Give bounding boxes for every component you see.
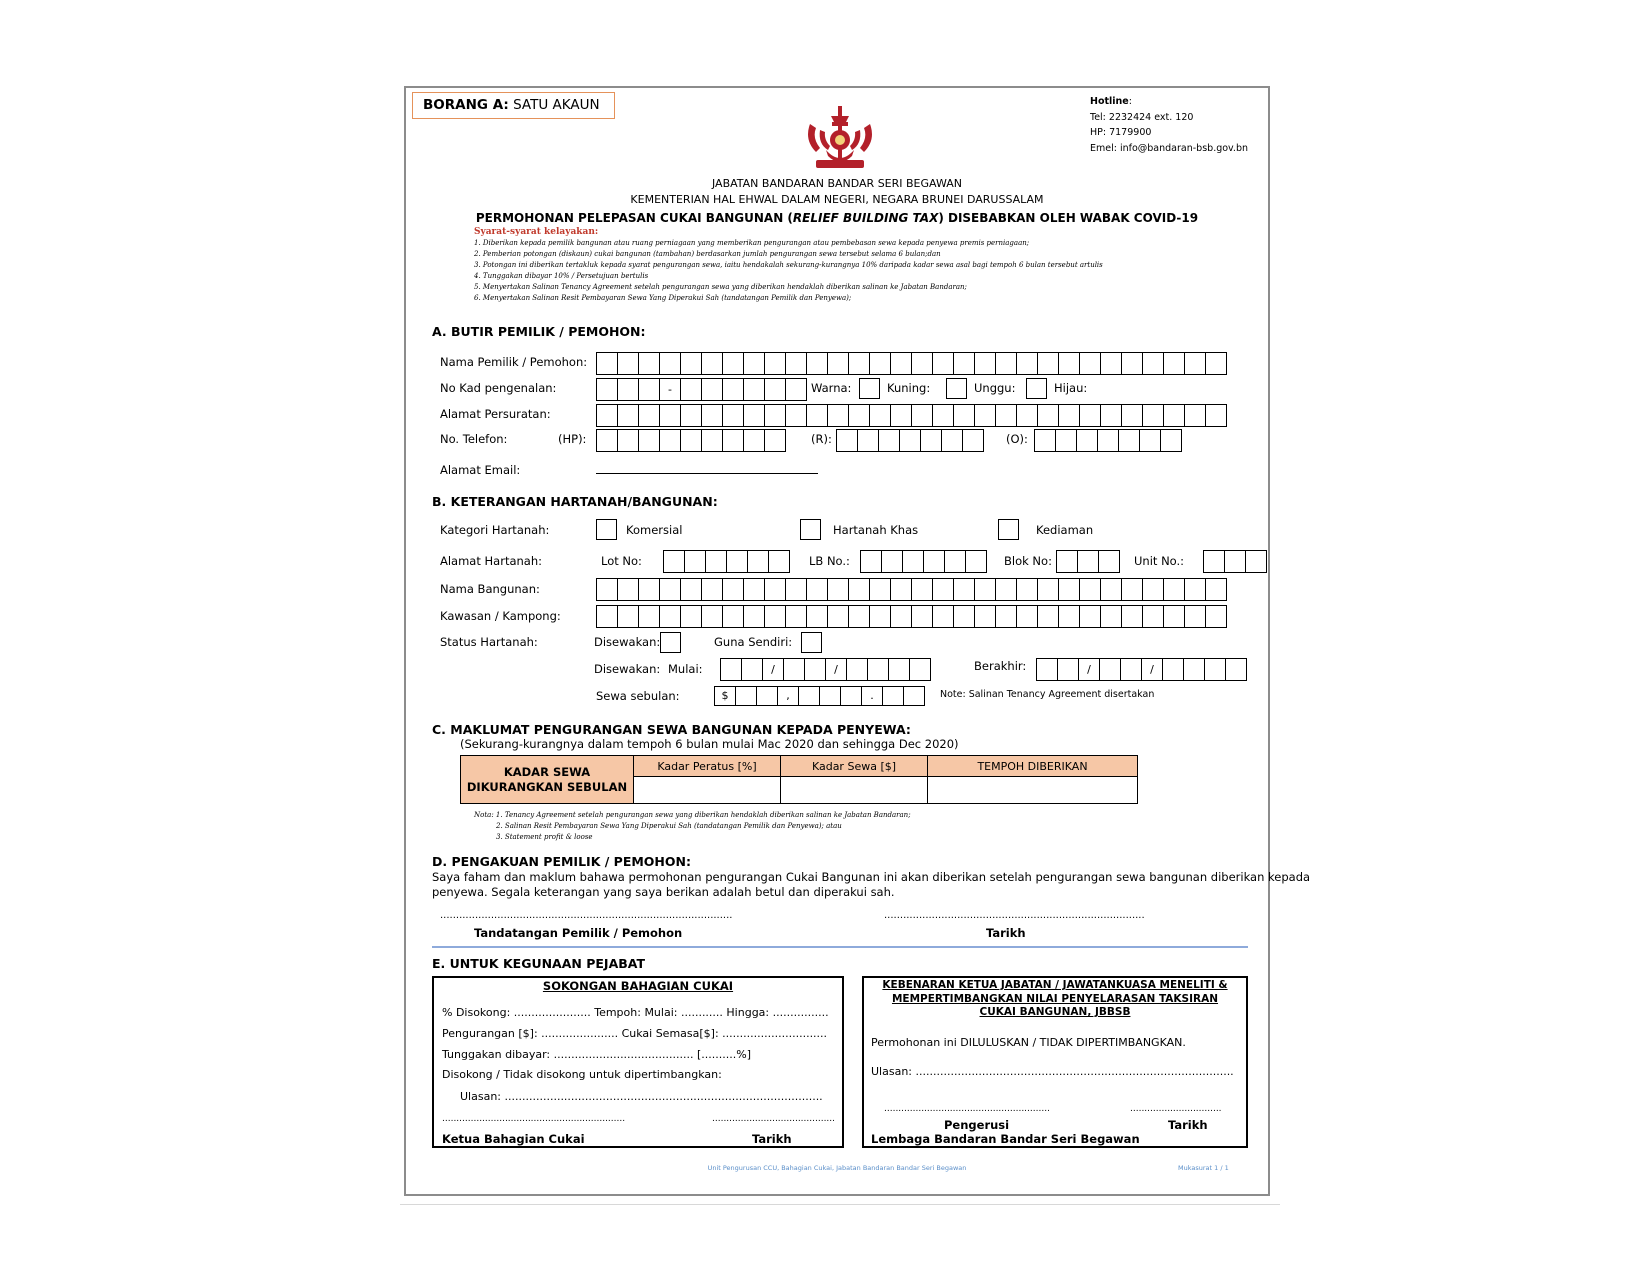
condition-item: 3. Potongan ini diberikan tertakluk kepada syarat pengurangan sewa, iaitu hendakalah sekurang-kurangnya 10% daripada kadar sewa asal bagi tempoh 6 bulan tersebut artulis — [474, 261, 1103, 269]
area-input[interactable] — [596, 605, 1227, 628]
municipal-board-label: Lembaga Bandaran Bandar Seri Begawan — [871, 1132, 1140, 1146]
email-input[interactable] — [596, 473, 818, 474]
hotline-email: Emel: info@bandaran-bsb.gov.bn — [1090, 142, 1249, 154]
approval-remarks[interactable]: Ulasan: ........................................................................................... — [871, 1065, 1234, 1078]
date-slash: / — [762, 658, 784, 681]
owner-signature-label: Tandatangan Pemilik / Pemohon — [474, 926, 683, 940]
declaration-text-2: penyewa. Segala keterangan yang saya berikan adalah betul dan diperakui sah. — [432, 885, 895, 899]
section-e-heading: E. UNTUK KEGUNAAN PEJABAT — [432, 956, 646, 971]
date-slash: / — [1078, 658, 1100, 681]
approval-title — [864, 979, 1246, 1020]
email-label: Alamat Email: — [440, 463, 521, 477]
approval-title-1: KEBENARAN KETUA JABATAN / JAWATANKUASA MENELITI & — [882, 979, 1228, 991]
building-name-label: Nama Bangunan: — [440, 582, 540, 596]
warna-label: Warna: — [811, 381, 852, 395]
hotline-title: Hotline — [1090, 96, 1129, 107]
rent-end-date-input[interactable] — [1036, 658, 1247, 681]
mulai-label: Mulai: — [668, 662, 703, 676]
tax-head-date-label: Tarikh — [752, 1132, 792, 1146]
footer-page-number: Mukasurat 1 / 1 — [1178, 1164, 1229, 1172]
lb-no-input[interactable] — [860, 550, 987, 573]
rent-start-date-input[interactable] — [720, 658, 931, 681]
tax-support-line-2: Pengurangan [$]: ...................... Cukai Semasa[$]: .............................. — [442, 1027, 828, 1040]
kediaman-checkbox[interactable] — [998, 519, 1019, 540]
brunei-emblem-icon — [802, 106, 878, 172]
hotline-block: Hotline: Tel: 2232424 ext. 120 HP: 7179900 Emel: info@bandaran-bsb.gov.bn — [1090, 94, 1248, 156]
phone-o-input[interactable] — [1034, 429, 1182, 452]
tax-head-signature-label: Ketua Bahagian Cukai — [442, 1132, 585, 1146]
unit-no-label: Unit No.: — [1134, 554, 1185, 568]
mailing-address-input[interactable] — [596, 404, 1227, 427]
phone-r-input[interactable] — [836, 429, 984, 452]
guna-sendiri-label: Guna Sendiri: — [714, 635, 793, 649]
tenancy-note: Note: Salinan Tenancy Agreement disertakan — [940, 689, 1155, 700]
tax-support-box — [432, 976, 844, 1148]
section-c-subheading: (Sekurang-kurangnya dalam tempoh 6 bulan mulai Mac 2020 dan sehingga Dec 2020) — [460, 737, 959, 751]
ic-number-label: No Kad pengenalan: — [440, 381, 557, 395]
approval-title-2: MEMPERTIMBANGKAN NILAI PENYELARASAN TAKSIRAN — [891, 992, 1219, 1005]
condition-item: 2. Pemberian potongan (diskaun) cukai bangunan (tambahan) berdasarkan jumlah pengurangan sewa tersebut selama 6 bulan;dan — [474, 250, 941, 258]
declaration-date-label: Tarikh — [986, 926, 1026, 940]
form-tag-text: SATU AKAUN — [508, 97, 600, 113]
condition-item: 4. Tunggakan dibayar 10% / Persetujuan bertulis — [474, 272, 649, 280]
form-title — [406, 211, 1268, 225]
lot-no-input[interactable] — [663, 550, 790, 573]
phone-label: No. Telefon: — [440, 432, 508, 446]
chairman-date-line[interactable]: ................................ — [1130, 1104, 1222, 1114]
hartanah-khas-checkbox[interactable] — [800, 519, 821, 540]
col-period-header: TEMPOH DIBERIKAN — [928, 756, 1138, 777]
unit-no-input[interactable] — [1203, 550, 1267, 573]
kuning-checkbox[interactable] — [946, 378, 967, 399]
kuning-label: Kuning: — [887, 381, 931, 395]
disewakan-label: Disewakan: — [594, 635, 661, 649]
property-address-label: Alamat Hartanah: — [440, 554, 543, 568]
building-name-input[interactable] — [596, 578, 1227, 601]
tax-head-date-line[interactable]: ........................................... — [712, 1114, 836, 1124]
komersial-checkbox[interactable] — [596, 519, 617, 540]
ministry-name: KEMENTERIAN HAL EHWAL DALAM NEGERI, NEGARA BRUNEI DARUSSALAM — [630, 193, 1044, 206]
section-c-note: 3. Statement profit & loose — [496, 833, 593, 841]
footer-unit: Unit Pengurusan CCU, Bahagian Cukai, Jabatan Bandaran Bandar Seri Begawan — [707, 1164, 967, 1172]
period-input-cell[interactable] — [928, 777, 1138, 804]
declaration-text-1: Saya faham dan maklum bahawa permohonan pengurangan Cukai Bangunan ini akan diberikan setelah pengurangan sewa bangunan diberikan kepada — [432, 870, 1311, 884]
category-label: Kategori Hartanah: — [440, 523, 550, 537]
section-d-heading: D. PENGAKUAN PEMILIK / PEMOHON: — [432, 854, 691, 869]
form-page — [404, 86, 1311, 1196]
chairman-signature-line[interactable]: .......................................................... — [884, 1104, 1050, 1114]
col-rate-header: Kadar Sewa [$] — [781, 756, 928, 777]
hotline-hp: HP: 7179900 — [1090, 127, 1152, 138]
rate-row-label-1: KADAR SEWA — [503, 764, 591, 779]
blok-no-input[interactable] — [1056, 550, 1120, 573]
form-title-part2: RELIEF BUILDING TAX — [792, 211, 939, 225]
approval-title-3: CUKAI BANGUNAN, JBBSB — [979, 1006, 1131, 1018]
section-c-note: 2. Salinan Resit Pembayaran Sewa Yang Diperakui Sah (tandatangan Pemilik dan Penyewa); atau — [496, 822, 842, 830]
section-b-heading: B. KETERANGAN HARTANAH/BANGUNAN: — [432, 494, 718, 509]
condition-item: 6. Menyertakan Salinan Resit Pembayaran Sewa Yang Diperakui Sah (tandatangan Pemilik dan Penyewa); — [474, 294, 852, 302]
mailing-address-label: Alamat Persuratan: — [440, 407, 551, 421]
department-name: JABATAN BANDARAN BANDAR SERI BEGAWAN — [712, 177, 962, 190]
chairman-date-label: Tarikh — [1168, 1118, 1208, 1132]
hotline-tel: Tel: 2232424 ext. 120 — [1090, 111, 1194, 123]
tax-head-signature-line[interactable]: ................................................................ — [442, 1114, 626, 1124]
rate-row-label — [461, 756, 634, 804]
approval-box — [862, 976, 1248, 1148]
section-divider — [432, 946, 1248, 948]
date-slash: / — [825, 658, 847, 681]
hartanah-khas-label: Hartanah Khas — [833, 523, 919, 537]
area-label: Kawasan / Kampong: — [440, 609, 561, 623]
condition-item: 5. Menyertakan Salinan Tenancy Agreement setelah pengurangan sewa yang diberikan hendaklah diberikan salinan ke Jabatan Bandaran; — [474, 283, 967, 291]
disewakan-label-2: Disewakan: — [594, 662, 661, 676]
monthly-rent-input[interactable] — [714, 686, 925, 706]
phone-r-label: (R): — [811, 432, 832, 446]
tax-support-title: SOKONGAN BAHAGIAN CUKAI — [542, 979, 734, 993]
form-tag — [412, 92, 615, 119]
owner-name-label: Nama Pemilik / Pemohon: — [440, 355, 588, 369]
hijau-label: Hijau: — [1054, 381, 1088, 395]
komersial-label: Komersial — [626, 523, 683, 537]
blok-no-label: Blok No: — [1004, 554, 1052, 568]
dollar-sign: $ — [714, 686, 736, 706]
page-bottom-edge — [400, 1204, 1280, 1205]
decimal-dot: . — [861, 686, 883, 706]
owner-signature-line[interactable]: ............................................................................................ — [440, 910, 733, 921]
date-slash: / — [1141, 658, 1163, 681]
monthly-rent-label: Sewa sebulan: — [596, 689, 680, 703]
declaration-date-line[interactable]: .................................................................................. — [884, 910, 1145, 921]
form-title-part3: ) DISEBABKAN OLEH WABAK COVID-19 — [938, 211, 1199, 225]
section-a-heading: A. BUTIR PEMILIK / PEMOHON: — [432, 324, 646, 339]
tax-support-remarks[interactable]: Ulasan: ........................................................................................... — [460, 1090, 823, 1103]
phone-hp-input[interactable] — [596, 429, 786, 452]
rate-row-label-2: DIKURANGKAN SEBULAN — [466, 779, 628, 794]
warna-checkbox[interactable] — [859, 378, 880, 399]
unggu-checkbox[interactable] — [1026, 378, 1047, 399]
chairman-label: Pengerusi — [944, 1118, 1010, 1132]
guna-sendiri-checkbox[interactable] — [801, 632, 822, 653]
phone-hp-label: (HP): — [558, 432, 587, 446]
form-tag-bold: BORANG A: — [423, 97, 509, 113]
approval-decision[interactable]: Permohonan ini DILULUSKAN / TIDAK DIPERTIMBANGKAN. — [871, 1036, 1186, 1049]
tax-support-line-3: Tunggakan dibayar: ........................................ [..........%] — [442, 1048, 751, 1061]
owner-name-input[interactable] — [596, 352, 1227, 375]
thousands-comma: , — [777, 686, 799, 706]
conditions-heading: Syarat-syarat kelayakan: — [474, 227, 599, 237]
disewakan-checkbox[interactable] — [660, 632, 681, 653]
condition-item: 1. Diberikan kepada pemilik bangunan atau ruang perniagaan yang memberikan pengurangan atau pembebasan sewa kepada penyewa premis perniagaan; — [474, 239, 1030, 247]
percent-input-cell[interactable] — [634, 777, 781, 804]
rate-input-cell[interactable] — [781, 777, 928, 804]
unggu-label: Unggu: — [974, 381, 1016, 395]
lot-no-label: Lot No: — [601, 554, 642, 568]
ic-number-input[interactable] — [596, 378, 807, 401]
berakhir-label: Berakhir: — [974, 659, 1027, 673]
form-title-part1: PERMOHONAN PELEPASAN CUKAI BANGUNAN ( — [475, 211, 793, 225]
rent-reduction-table — [460, 755, 1138, 804]
property-status-label: Status Hartanah: — [440, 635, 538, 649]
lb-no-label: LB No.: — [809, 554, 850, 568]
section-c-note: Nota: 1. Tenancy Agreement setelah pengurangan sewa yang diberikan hendaklah diberikan salinan ke Jabatan Bandaran; — [474, 811, 911, 819]
tax-support-line-4: Disokong / Tidak disokong untuk dipertimbangkan: — [442, 1068, 722, 1081]
tax-support-line-1: % Disokong: ...................... Tempoh: Mulai: ............ Hingga: ................ — [442, 1006, 829, 1019]
kediaman-label: Kediaman — [1036, 523, 1094, 537]
col-percent-header: Kadar Peratus [%] — [634, 756, 781, 777]
ic-dash: - — [659, 378, 681, 401]
phone-o-label: (O): — [1006, 432, 1028, 446]
section-c-heading: C. MAKLUMAT PENGURANGAN SEWA BANGUNAN KEPADA PENYEWA: — [432, 722, 911, 737]
